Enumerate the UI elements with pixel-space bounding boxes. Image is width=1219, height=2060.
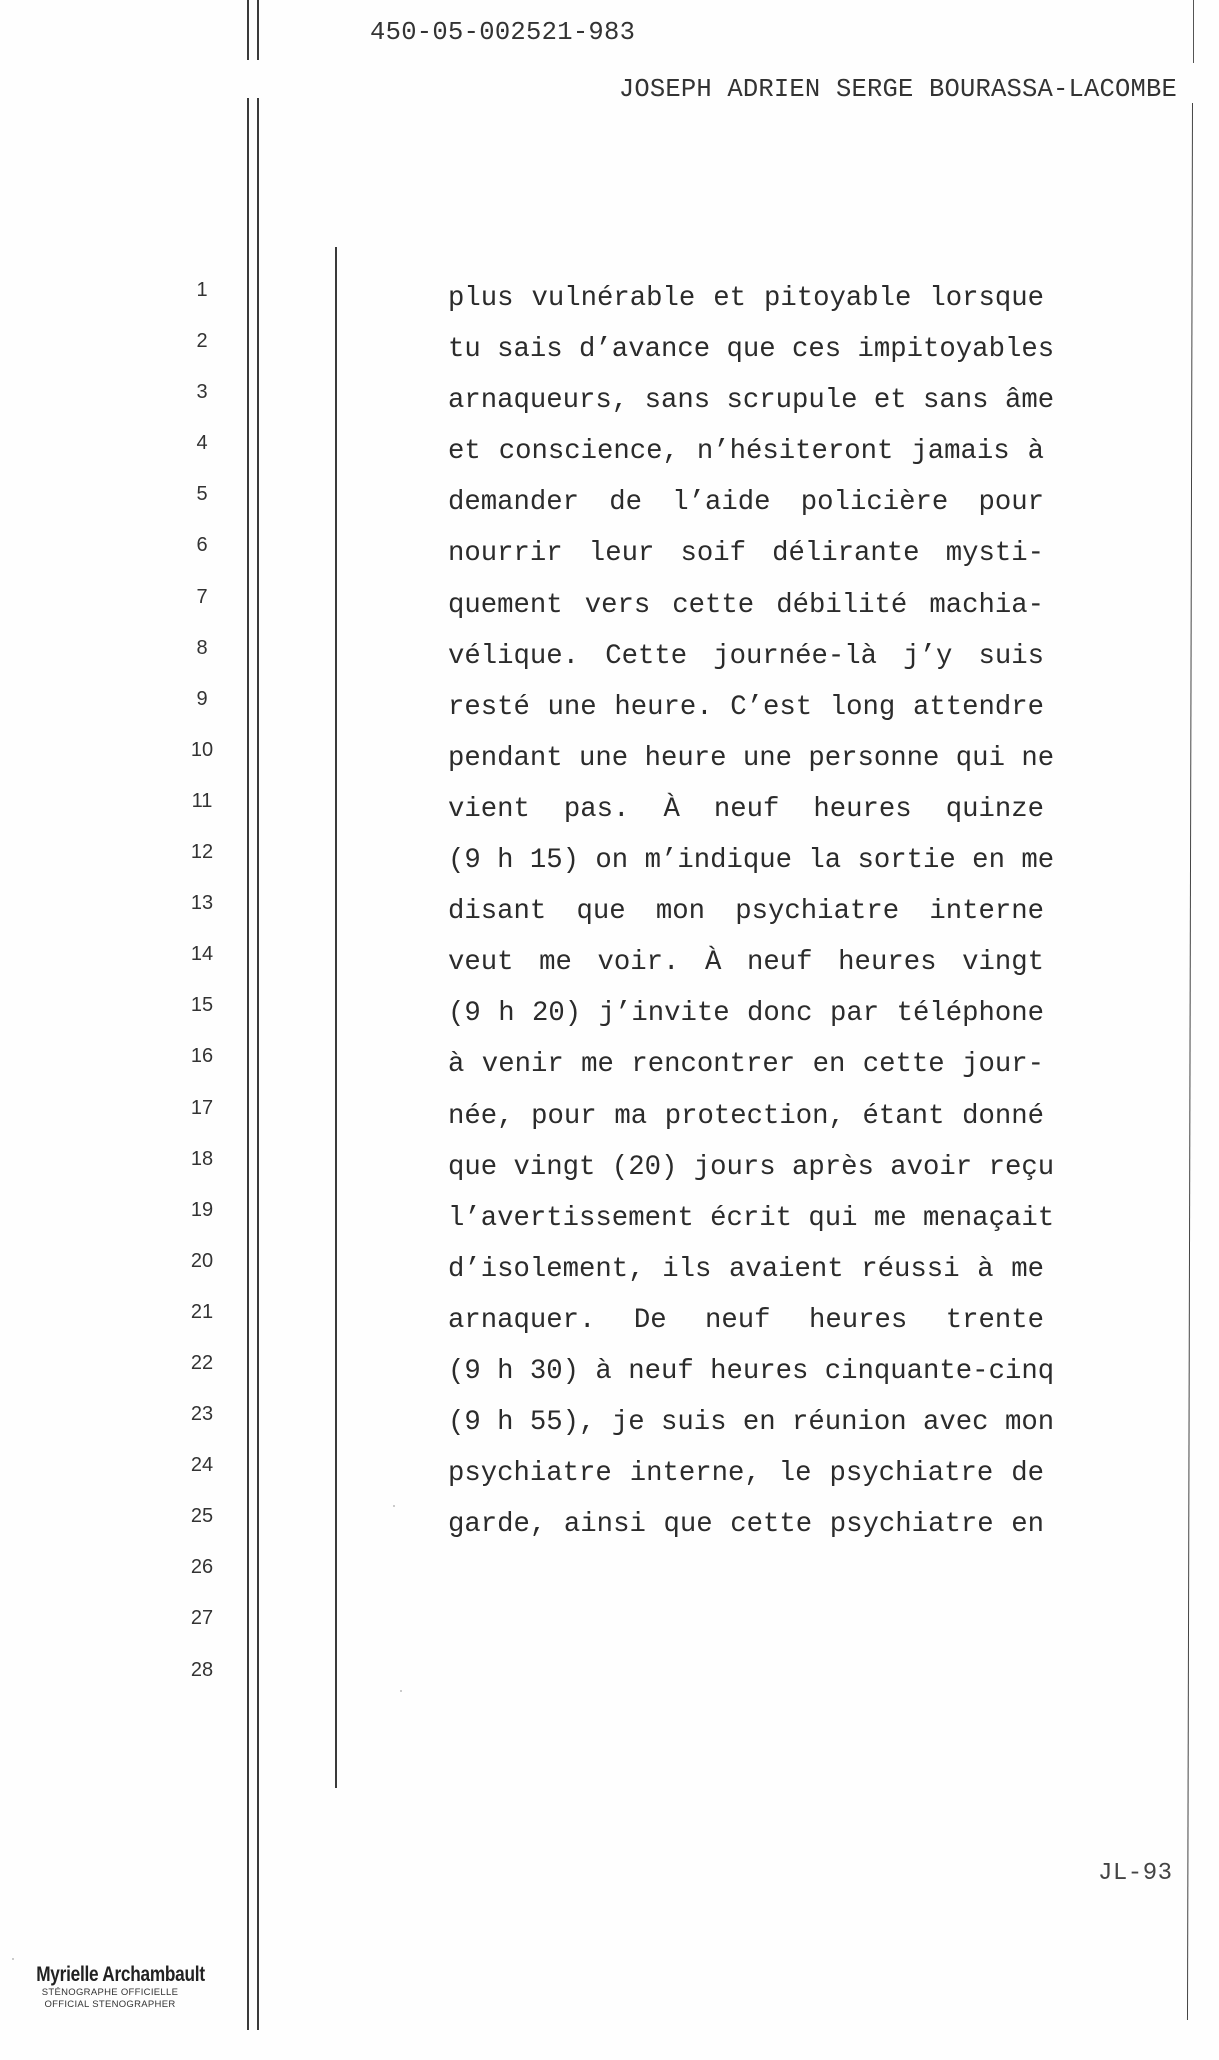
margin-rule-right-top — [1193, 0, 1194, 63]
transcript-line: (9 h 30) à neuf heures cinquante-cinq — [448, 1355, 1055, 1387]
line-number: 28 — [190, 1658, 214, 1681]
transcript-line: vélique. Cette journée-là j’y suis — [448, 640, 1044, 672]
text-margin-rule — [335, 247, 337, 1788]
transcript-line: d’isolement, ils avaient réussi à me — [448, 1253, 1044, 1285]
line-number: 7 — [196, 585, 208, 608]
line-number: 25 — [190, 1505, 214, 1528]
transcript-line: et conscience, n’hésiteront jamais à — [448, 436, 1044, 468]
line-number: 22 — [190, 1351, 214, 1374]
margin-rule-left-outer — [247, 98, 249, 2030]
transcript-line: demander de l’aide policière pour — [448, 487, 1044, 519]
line-number: 21 — [190, 1300, 214, 1323]
transcript-line: à venir me rencontrer en cette jour- — [448, 1049, 1044, 1081]
line-number: 19 — [190, 1198, 214, 1221]
stenographer-title-en: OFFICIAL STENOGRAPHER — [44, 1999, 176, 2010]
transcript-line: arnaquer. De neuf heures trente — [448, 1304, 1044, 1336]
line-number: 11 — [191, 789, 213, 812]
line-number: 12 — [190, 841, 214, 864]
line-number: 23 — [190, 1403, 214, 1426]
margin-rule-left-inner — [257, 98, 259, 2030]
line-number: 17 — [190, 1096, 214, 1119]
line-number: 4 — [196, 432, 208, 455]
transcript-line: garde, ainsi que cette psychiatre en — [448, 1509, 1044, 1541]
transcript-line: plus vulnérable et pitoyable lorsque — [448, 283, 1044, 314]
transcript-line: née, pour ma protection, étant donné — [448, 1100, 1044, 1132]
transcript-line: (9 h 55), je suis en réunion avec mon — [448, 1407, 1055, 1439]
line-number: 14 — [190, 943, 214, 966]
transcript-line: psychiatre interne, le psychiatre de — [448, 1458, 1044, 1490]
line-number: 9 — [196, 687, 208, 710]
line-number: 20 — [190, 1249, 214, 1272]
transcript-line: tu sais d’avance que ces impitoyables — [448, 334, 1055, 366]
line-number-column — [180, 270, 224, 1701]
transcript-line: (9 h 20) j’invite donc par téléphone — [448, 998, 1044, 1030]
transcript-line: nourrir leur soif délirante mysti- — [448, 538, 1044, 570]
transcript-line: disant que mon psychiatre interne — [448, 896, 1044, 928]
line-number: 16 — [190, 1045, 214, 1068]
transcript-line: l’avertissement écrit qui me menaçait — [448, 1202, 1055, 1234]
margin-rule-left-inner-top — [257, 0, 259, 60]
line-number: 3 — [196, 381, 208, 404]
case-number: 450-05-002521-983 — [370, 18, 636, 47]
transcript-line: pendant une heure une personne qui ne — [448, 742, 1055, 774]
line-number: 15 — [190, 994, 214, 1017]
line-number: 26 — [190, 1556, 214, 1579]
line-number: 1 — [196, 279, 208, 301]
witness-name: JOSEPH ADRIEN SERGE BOURASSA-LACOMBE — [618, 75, 1177, 104]
transcript-line: que vingt (20) jours après avoir reçu — [448, 1151, 1055, 1183]
transcript-line: (9 h 15) on m’indique la sortie en me — [448, 845, 1055, 877]
transcript-line: quement vers cette débilité machia- — [448, 589, 1044, 621]
line-number: 18 — [190, 1147, 214, 1170]
transcript-body — [448, 280, 1055, 1557]
stenographer-stamp — [20, 1963, 205, 2011]
line-number: 13 — [190, 892, 214, 915]
transcript-line: vient pas. À neuf heures quinze — [448, 793, 1044, 825]
stenographer-title-fr: STÉNOGRAPHE OFFICIELLE — [41, 1987, 179, 1998]
scan-speck — [12, 1958, 14, 1960]
scan-speck — [400, 1690, 402, 1692]
line-number: 27 — [190, 1607, 214, 1630]
page-code: JL-93 — [1098, 1860, 1173, 1887]
line-number: 10 — [190, 738, 214, 761]
line-number: 6 — [196, 534, 208, 557]
line-number: 2 — [196, 330, 208, 353]
transcript-line: veut me voir. À neuf heures vingt — [448, 947, 1044, 979]
transcript-line: resté une heure. C’est long attendre — [448, 691, 1044, 723]
stenographer-name: Myrielle Archambault — [36, 1963, 205, 1986]
line-number: 5 — [196, 483, 208, 506]
line-number: 24 — [190, 1454, 214, 1477]
transcript-line: arnaqueurs, sans scrupule et sans âme — [448, 385, 1055, 417]
margin-rule-left-outer-top — [247, 0, 249, 60]
margin-rule-right — [1187, 103, 1193, 2020]
scan-speck — [393, 1505, 395, 1507]
line-number: 8 — [196, 636, 208, 659]
